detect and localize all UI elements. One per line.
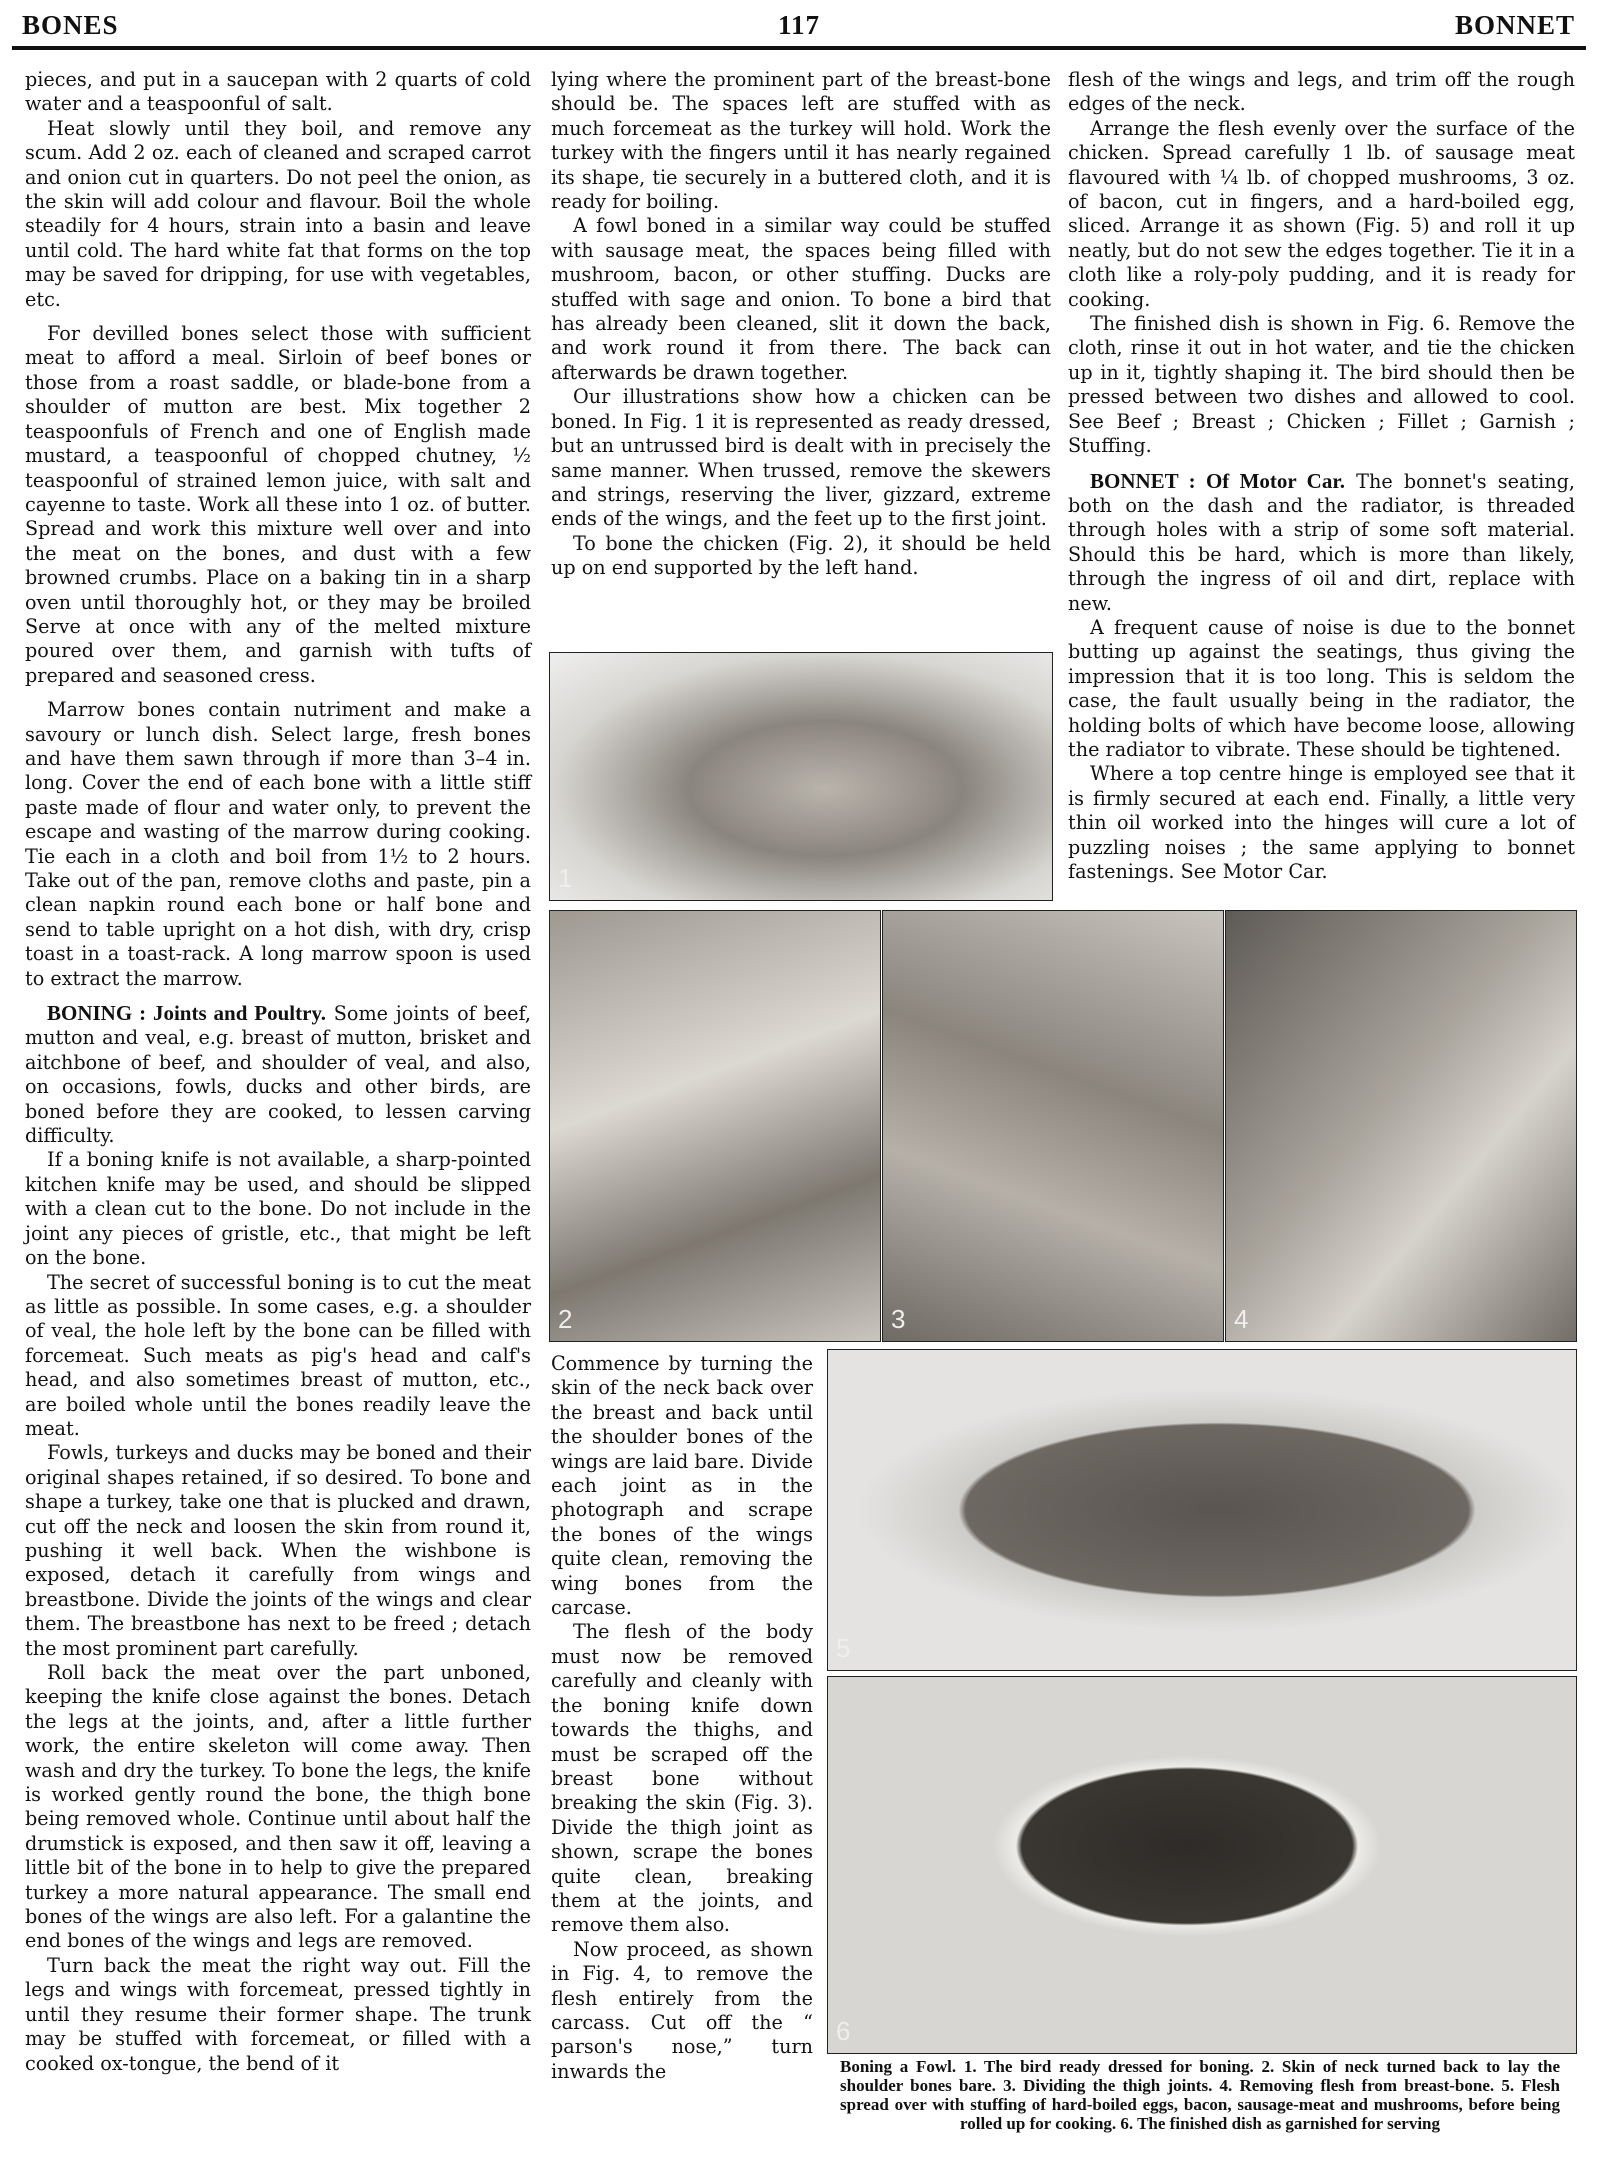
column-2-top (551, 68, 1051, 581)
paragraph (25, 117, 531, 312)
paragraph (1068, 117, 1575, 312)
paragraph-text: The finished dish is shown in Fig. 6. Remove the cloth, rinse it out in hot water, and tie the chicken up in it, tightly shaping it. The bird should then be pressed between two dishes and allowed to cool. See Beef ; Breast ; Chicken ; Fillet ; Garnish ; Stuffing. (1068, 312, 1575, 458)
figure-number: 1 (558, 863, 573, 893)
figure-3-thigh-joints (882, 910, 1224, 1342)
paragraph-text: For devilled bones select those with sufficient meat to afford a meal. Sirloin of beef bones or those from a roast saddle, or blade-bone from a shoulder of mutton are best. Mix together 2 teaspoonfuls of French and one of English made mustard, a teaspoonful of chopped chutney, ½ teaspoonful of strained lemon juice, with salt and cayenne to taste. Work all these into 1 oz. of butter. Spread and work this mixture well over and into the meat on the bones, and dust with a few browned crumbs. Place on a baking tin in a sharp oven until thoroughly hot, or they may be broiled Serve at once with any of the melted mixture poured over them, and garnish with tufts of prepared and seasoned cress. (25, 322, 531, 687)
paragraph (551, 1620, 813, 1937)
figure-number: 4 (1234, 1304, 1249, 1334)
entry-heading: BONING : Joints and Poultry. (47, 1001, 327, 1026)
running-head-left: BONES (22, 10, 119, 40)
paragraph (25, 1441, 531, 1661)
paragraph-text: lying where the prominent part of the breast-bone should be. The spaces left are stuffed with as much forcemeat as the turkey will hold. Work the turkey with the fingers until it has nearly regained its shape, tie securely in a buttered cloth, and it is ready for boiling. (551, 68, 1051, 214)
paragraph (25, 1271, 531, 1442)
paragraph (1068, 312, 1575, 458)
paragraph (25, 1661, 531, 1954)
paragraph-text: Roll back the meat over the part unboned, keeping the knife close against the bones. Detach the legs at the joints, and, after a little further work, the entire skeleton will come away. Then wash and dry the turkey. To bone the legs, the knife is worked gently round the bone, the thigh bone being removed whole. Continue until about half the drumstick is exposed, and then saw it off, leaving a little bit of the bone in to help to give the prepared turkey a more natural appearance. The small end bones of the wings are also left. For a galantine the end bones of the wings and legs are removed. (25, 1661, 531, 1953)
paragraph-text: A frequent cause of noise is due to the bonnet butting up against the seatings, thus giving the impression that it is too long. This is seldom the case, the fault usually being in the radiator, the holding bolts of which have become loose, allowing the radiator to vibrate. These should be tightened. (1068, 615, 1575, 761)
paragraph-text: If a boning knife is not available, a sharp-pointed kitchen knife may be used, and should be slipped with a clean cut to the bone. Do not include in the joint any pieces of gristle, etc., that might be left on the bone. (25, 1148, 531, 1270)
paragraph-text: To bone the chicken (Fig. 2), it should be held up on end supported by the left hand. (551, 531, 1051, 580)
paragraph (25, 68, 531, 117)
paragraph (1068, 68, 1575, 117)
paragraph-text: Some joints of beef, mutton and veal, e.g. breast of mutton, brisket and aitchbone of beef, and shoulder of veal, and also, on occasions, fowls, ducks and other birds, are boned before they are cooked, to lessen carving difficulty. (25, 1002, 531, 1148)
paragraph-text: Fowls, turkeys and ducks may be boned and their original shapes retained, if so desired. To bone and shape a turkey, take one that is plucked and drawn, cut off the neck and loosen the skin from round it, pushing it well back. When the wishbone is exposed, detach it carefully from wings and breastbone. Divide the joints of the wings and clear them. The breastbone has next to be freed ; detach the most prominent part carefully. (25, 1441, 531, 1660)
paragraph (25, 1954, 531, 2076)
paragraph (1068, 469, 1575, 616)
figure-5-stuffing-spread (827, 1349, 1577, 1671)
paragraph (551, 532, 1051, 581)
paragraph (25, 698, 531, 991)
figure-2-neck-skin (549, 910, 881, 1342)
paragraph-text: pieces, and put in a saucepan with 2 quarts of cold water and a teaspoonful of salt. (25, 68, 531, 116)
paragraph-text: A fowl boned in a similar way could be stuffed with sausage meat, the spaces being filled with mushroom, bacon, or other stuffing. Ducks are stuffed with sage and onion. To bone a bird that has already been cleaned, slit it down the back, and work round it from there. The back can afterwards be drawn together. (551, 214, 1051, 384)
figure-number: 2 (558, 1304, 573, 1334)
paragraph (551, 1352, 813, 1620)
paragraph-text: Now proceed, as shown in Fig. 4, to remove the flesh entirely from the carcass. Cut off the “ parson's nose,” turn inwards the (551, 1937, 813, 2083)
paragraph (551, 385, 1051, 531)
paragraph (25, 1001, 531, 1148)
paragraph (551, 214, 1051, 385)
paragraph-text: flesh of the wings and legs, and trim off the rough edges of the neck. (1068, 68, 1575, 116)
paragraph-text: Commence by turning the skin of the neck back over the breast and back until the shoulder bones of the wings are laid bare. Divide each joint as in the photograph and scrape the bones of the wings quite clean, removing the wing bones from the carcase. (551, 1352, 813, 1620)
column-3 (1068, 68, 1575, 884)
paragraph (551, 68, 1051, 214)
figure-number: 3 (891, 1304, 906, 1334)
figure-6-finished-dish (827, 1676, 1577, 2054)
figure-caption: Boning a Fowl. 1. The bird ready dressed for boning. 2. Skin of neck turned back to lay the shoulder bones bare. 3. Dividing the thigh joints. 4. Removing flesh from breast-bone. 5. Flesh spread over with stuffing of hard-boiled eggs, bacon, sausage-meat and mushrooms, before being rolled up for cooking. 6. The finished dish as garnished for serving (840, 2057, 1560, 2133)
running-head-right: BONNET (1454, 10, 1575, 40)
header-rule (12, 46, 1586, 50)
figure-4-breast-bone (1225, 910, 1577, 1342)
paragraph-text: The secret of successful boning is to cut the meat as little as possible. In some cases, e.g. a shoulder of veal, the hole left by the bone can be filled with forcemeat. Such meats as pig's head and calf's head, and also sometimes breast of mutton, etc., are boiled whole until the bones readily leave the meat. (25, 1270, 531, 1440)
paragraph-text: Arrange the flesh evenly over the surface of the chicken. Spread carefully 1 lb. of sausage meat flavoured with ¼ lb. of chopped mushrooms, 3 oz. of bacon, cut in fingers, and a hard-boiled egg, sliced. Arrange it as shown (Fig. 5) and roll it up neatly, but do not sew the edges together. Tie it in a cloth like a roly-poly pudding, and it is ready for cooking. (1068, 116, 1575, 311)
paragraph (1068, 616, 1575, 762)
paragraph (1068, 762, 1575, 884)
paragraph-text: The bonnet's seating, both on the dash and the radiator, is threaded through holes with a strip of some soft material. Should this be hard, which is more than likely, through the ingress of oil and dirt, replace with new. (1068, 469, 1575, 615)
paragraph (25, 322, 531, 688)
entry-heading: BONNET : Of Motor Car. (1090, 468, 1345, 493)
page-number: 117 (778, 10, 821, 40)
paragraph-text: Our illustrations show how a chicken can be boned. In Fig. 1 it is represented as ready dressed, but an untrussed bird is dealt with in precisely the same manner. When trussed, remove the skewers and strings, reserving the liver, gizzard, extreme ends of the wings, and the feet up to the first joint. (551, 385, 1051, 531)
column-1 (25, 68, 531, 2076)
paragraph (551, 1938, 813, 2084)
column-2-bottom (551, 1352, 813, 2084)
paragraph-text: The flesh of the body must now be removed carefully and cleanly with the boning knife down towards the thighs, and must be scraped off the breast bone without breaking the skin (Fig. 3). Divide the thigh joint as shown, scrape the bones quite clean, breaking them at the joints, and remove them also. (551, 1620, 813, 1937)
paragraph-text: Where a top centre hinge is employed see that it is firmly secured at each end. Finally, a little very thin oil worked into the hinges will cure a lot of puzzling noises ; the same applying to bonnet fastenings. See Motor Car. (1068, 762, 1575, 883)
paragraph-text: Turn back the meat the right way out. Fill the legs and wings with forcemeat, pressed tightly in until they resume their former shape. The trunk may be stuffed with forcemeat, or filled with a cooked ox-tongue, the bend of it (25, 1953, 531, 2075)
paragraph (25, 1148, 531, 1270)
figure-1-dressed-bird (549, 652, 1053, 901)
figure-number: 6 (836, 2016, 851, 2046)
figure-number: 5 (836, 1633, 851, 1663)
paragraph-text: Heat slowly until they boil, and remove any scum. Add 2 oz. each of cleaned and scraped carrot and onion cut in quarters. Do not peel the onion, as the skin will add colour and flavour. Boil the whole steadily for 4 hours, strain into a basin and leave until cold. The hard white fat that forms on the top may be saved for dripping, for use with vegetables, etc. (25, 116, 531, 311)
paragraph-text: Marrow bones contain nutriment and make a savoury or lunch dish. Select large, fresh bones and have them sawn through if more than 3–4 in. long. Cover the end of each bone with a little stiff paste made of flour and water only, to prevent the escape and wasting of the marrow during cooking. Tie each in a cloth and boil from 1½ to 2 hours. Take out of the pan, remove cloths and paste, pin a clean napkin round each bone or half bone and send to table upright on a hot dish, with dry, crisp toast in a toast-rack. A long marrow spoon is used to extract the marrow. (25, 698, 531, 990)
